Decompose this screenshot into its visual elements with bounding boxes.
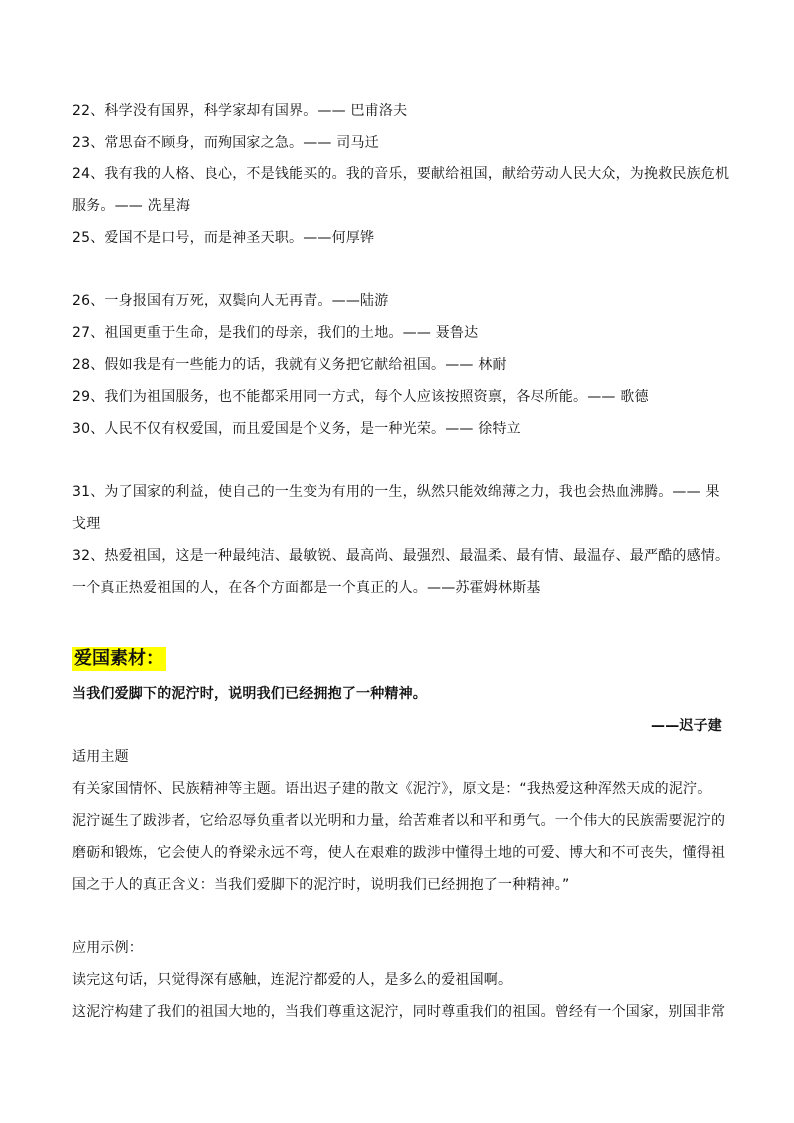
- example-line-2: 这泥泞构建了我们的祖国大地的，当我们尊重这泥泞，同时尊重我们的祖国。曾经有一个国家，别国非常: [72, 1004, 726, 1020]
- quote-24-cont: 服务。—— 冼星海: [72, 198, 191, 214]
- section-heading: 爱国素材：: [74, 648, 164, 669]
- quote-32-cont: 一个真正热爱祖国的人，在各个方面都是一个真正的人。——苏霍姆林斯基: [72, 580, 541, 596]
- quote-22: 22、科学没有国界，科学家却有国界。—— 巴甫洛夫: [72, 103, 408, 119]
- section-heading-wrap: [72, 647, 166, 671]
- featured-quote-author: ——迟子建: [651, 718, 722, 734]
- theme-label: 适用主题: [72, 749, 129, 765]
- theme-line-4: 国之于人的真正含义：当我们爱脚下的泥泞时，说明我们已经拥抱了一种精神。”: [72, 877, 570, 893]
- quote-30: 30、人民不仅有权爱国，而且爱国是个义务，是一种光荣。—— 徐特立: [72, 421, 521, 437]
- quote-24: 24、我有我的人格、良心，不是钱能买的。我的音乐，要献给祖国，献给劳动人民大众，为挽救民族危机: [72, 166, 730, 182]
- quote-29: 29、我们为祖国服务，也不能都采用同一方式，每个人应该按照资禀，各尽所能。—— 歌德: [72, 389, 649, 405]
- theme-line-3: 磨砺和锻炼，它会使人的脊梁永远不弯，使人在艰难的跋涉中懂得土地的可爱、博大和不可丧失，懂得祖: [72, 845, 726, 861]
- quote-32: 32、热爱祖国，这是一种最纯洁、最敏锐、最高尚、最强烈、最温柔、最有情、最温存、最严酷的感情。: [72, 548, 730, 564]
- quote-31-cont: 戈理: [72, 516, 101, 532]
- quote-28: 28、假如我是有一些能力的话，我就有义务把它献给祖国。—— 林耐: [72, 357, 507, 373]
- quote-25: 25、爱国不是口号，而是神圣天职。——何厚铧: [72, 230, 375, 246]
- quote-23: 23、常思奋不顾身，而殉国家之急。—— 司马迁: [72, 135, 379, 151]
- example-line-1: 读完这句话，只觉得深有感触，连泥泞都爱的人，是多么的爱祖国啊。: [72, 972, 513, 988]
- quote-26: 26、一身报国有万死，双鬓向人无再青。——陆游: [72, 293, 389, 309]
- quote-31: 31、为了国家的利益，使自己的一生变为有用的一生，纵然只能效绵薄之力，我也会热血沸腾。—— 果: [72, 484, 720, 500]
- theme-line-2: 泥泞诞生了跋涉者，它给忍辱负重者以光明和力量，给苦难者以和平和勇气。一个伟大的民族需要泥泞的: [72, 813, 726, 829]
- featured-quote: 当我们爱脚下的泥泞时，说明我们已经拥抱了一种精神。: [72, 686, 427, 702]
- example-label: 应用示例：: [72, 940, 143, 956]
- theme-line-1: 有关家国情怀、民族精神等主题。语出迟子建的散文《泥泞》，原文是：“我热爱这种浑然天成的泥泞。: [72, 781, 712, 797]
- quote-27: 27、祖国更重于生命，是我们的母亲，我们的土地。—— 聂鲁达: [72, 325, 479, 341]
